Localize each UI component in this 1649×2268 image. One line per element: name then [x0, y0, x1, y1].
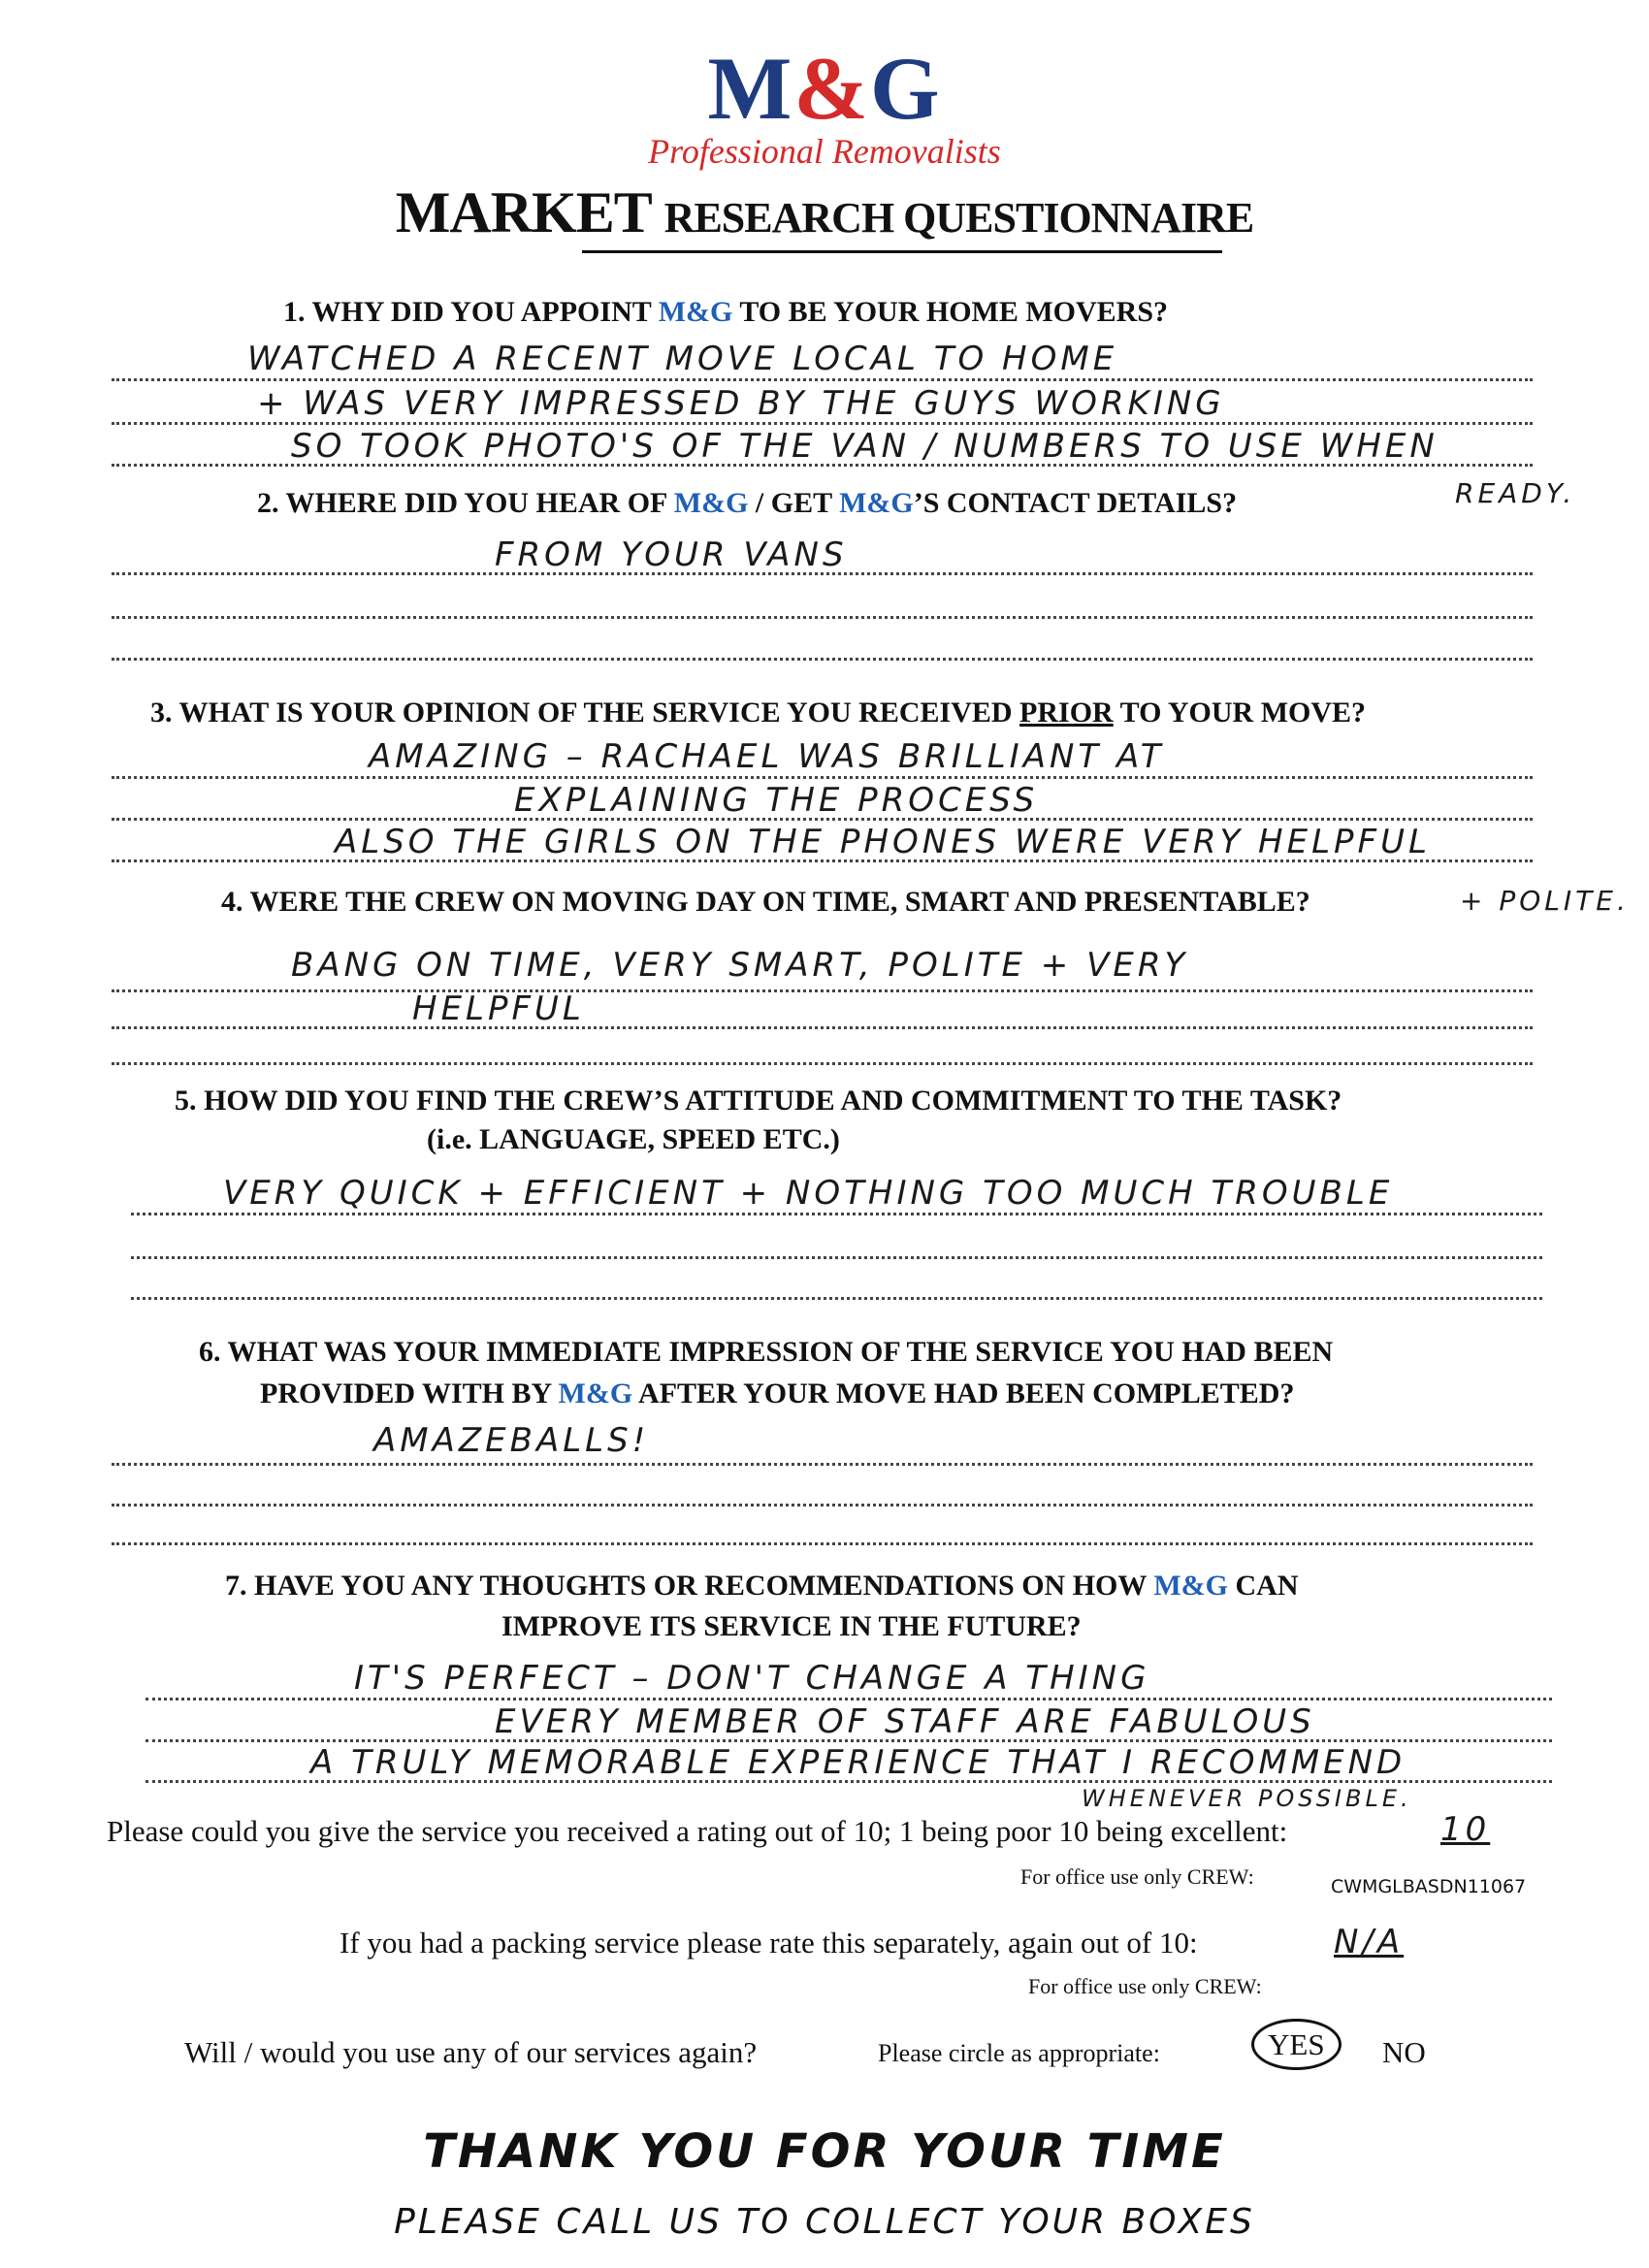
q3-text-end: TO YOUR MOVE?: [1113, 697, 1367, 729]
question-4: 4. WERE THE CREW ON MOVING DAY ON TIME, SMART AND PRESENTABLE?: [221, 886, 1310, 918]
answer-4-line-2: HELPFUL: [412, 989, 585, 1028]
q3-emphasis: PRIOR: [1019, 697, 1114, 729]
packing-prompt: If you had a packing service please rate this separately, again out of 10:: [340, 1926, 1198, 1960]
answer-line: [131, 1256, 1542, 1259]
yes-option-label: YES: [1251, 2019, 1342, 2070]
title-word-market: MARKET: [395, 180, 651, 244]
answer-2-line-1: FROM YOUR VANS: [495, 535, 848, 574]
rating-office-label: For office use only CREW:: [1020, 1864, 1254, 1889]
question-5-line-1: 5. HOW DID YOU FIND THE CREW’S ATTITUDE AND COMMITMENT TO THE TASK?: [175, 1085, 1342, 1117]
collect-boxes-message: PLEASE CALL US TO COLLECT YOUR BOXES: [394, 2202, 1255, 2242]
answer-7-line-4: WHENEVER POSSIBLE.: [1082, 1785, 1412, 1812]
logo-ampersand: &: [793, 39, 870, 138]
question-7-line-1: [225, 1570, 1298, 1603]
packing-office-label: For office use only CREW:: [1028, 1974, 1262, 1998]
page-title: [0, 179, 1649, 246]
answer-3-line-3: ALSO THE GIRLS ON THE PHONES WERE VERY HELPFUL: [335, 823, 1431, 861]
answer-line: [112, 378, 1533, 381]
q1-text-end: TO BE YOUR HOME MOVERS?: [732, 296, 1169, 328]
q6-brand: M&G: [558, 1377, 633, 1409]
answer-4-line-1: BANG ON TIME, VERY SMART, POLITE + VERY: [291, 946, 1189, 985]
yes-option[interactable]: [1251, 2027, 1342, 2062]
question-6-line-2: [260, 1377, 1294, 1410]
answer-1-line-4: READY.: [1455, 477, 1576, 509]
logo-letter-m: M: [707, 39, 794, 138]
q6-text-end: AFTER YOUR MOVE HAD BEEN COMPLETED?: [632, 1377, 1295, 1409]
question-5-line-2: (i.e. LANGUAGE, SPEED ETC.): [427, 1123, 840, 1155]
answer-line: [112, 1463, 1533, 1466]
answer-line: [131, 1213, 1542, 1215]
answer-line: [112, 616, 1533, 619]
answer-5-line-1: VERY QUICK + EFFICIENT + NOTHING TOO MUCH TROUBLE: [223, 1174, 1394, 1213]
crew-code: CWMGLBASDN11067: [1331, 1876, 1527, 1897]
q2-text: 2. WHERE DID YOU HEAR OF: [257, 487, 674, 519]
logo-letter-g: G: [869, 39, 942, 138]
q7-text: 7. HAVE YOU ANY THOUGHTS OR RECOMMENDATIONS ON HOW: [225, 1570, 1154, 1602]
q2-text-mid: / GET: [748, 487, 840, 519]
answer-line: [112, 1062, 1533, 1065]
question-1: [283, 296, 1168, 329]
q2-text-end: ’S CONTACT DETAILS?: [913, 487, 1238, 519]
answer-line: [146, 1698, 1552, 1701]
tagline: Professional Removalists: [648, 132, 1001, 171]
q2-brand-2: M&G: [839, 487, 914, 519]
no-option[interactable]: NO: [1382, 2035, 1426, 2069]
q3-text: 3. WHAT IS YOUR OPINION OF THE SERVICE YOU RECEIVED: [150, 697, 1020, 729]
question-6-line-1: 6. WHAT WAS YOUR IMMEDIATE IMPRESSION OF THE SERVICE YOU HAD BEEN: [199, 1336, 1334, 1368]
question-2: [257, 487, 1237, 520]
q7-text-end: CAN: [1227, 1570, 1299, 1602]
question-3: [150, 697, 1366, 729]
rating-value: 10: [1440, 1810, 1491, 1849]
answer-7-line-1: IT'S PERFECT – DON'T CHANGE A THING: [354, 1659, 1150, 1698]
q1-text: 1. WHY DID YOU APPOINT: [283, 296, 659, 328]
answer-line: [112, 776, 1533, 779]
answer-line: [112, 1504, 1533, 1507]
answer-6-line-1: AMAZEBALLS!: [373, 1421, 650, 1460]
packing-value: N/A: [1334, 1923, 1405, 1961]
answer-7-line-3: A TRULY MEMORABLE EXPERIENCE THAT I RECOMMEND: [310, 1743, 1406, 1782]
q6-text: PROVIDED WITH BY: [260, 1377, 559, 1409]
q7-brand: M&G: [1153, 1570, 1228, 1602]
answer-1-line-2: + WAS VERY IMPRESSED BY THE GUYS WORKING: [257, 384, 1225, 423]
answer-1-line-3: SO TOOK PHOTO'S OF THE VAN / NUMBERS TO USE WHEN: [291, 427, 1439, 466]
answer-7-line-2: EVERY MEMBER OF STAFF ARE FABULOUS: [495, 1702, 1315, 1741]
q2-brand-1: M&G: [673, 487, 749, 519]
answer-1-line-1: WATCHED A RECENT MOVE LOCAL TO HOME: [247, 340, 1118, 378]
answer-line: [131, 1297, 1542, 1300]
answer-line: [112, 1026, 1533, 1029]
q1-brand: M&G: [658, 296, 733, 328]
answer-3-line-2: EXPLAINING THE PROCESS: [514, 781, 1039, 820]
answer-3-line-4: + POLITE.: [1460, 885, 1630, 917]
answer-line: [112, 989, 1533, 992]
reuse-prompt: Will / would you use any of our services again?: [184, 2035, 758, 2069]
reuse-instruction: Please circle as appropriate:: [878, 2039, 1160, 2067]
rating-prompt: Please could you give the service you received a rating out of 10; 1 being poor 10 being excellent:: [107, 1814, 1288, 1848]
company-logo: [0, 37, 1649, 140]
answer-3-line-1: AMAZING – RACHAEL WAS BRILLIANT AT: [369, 737, 1165, 776]
thank-you-message: THANK YOU FOR YOUR TIME: [423, 2124, 1226, 2179]
question-7-line-2: IMPROVE ITS SERVICE IN THE FUTURE?: [501, 1610, 1082, 1642]
title-underline: [582, 250, 1222, 253]
title-rest: RESEARCH QUESTIONNAIRE: [663, 194, 1254, 242]
answer-line: [112, 658, 1533, 661]
answer-line: [112, 1542, 1533, 1545]
